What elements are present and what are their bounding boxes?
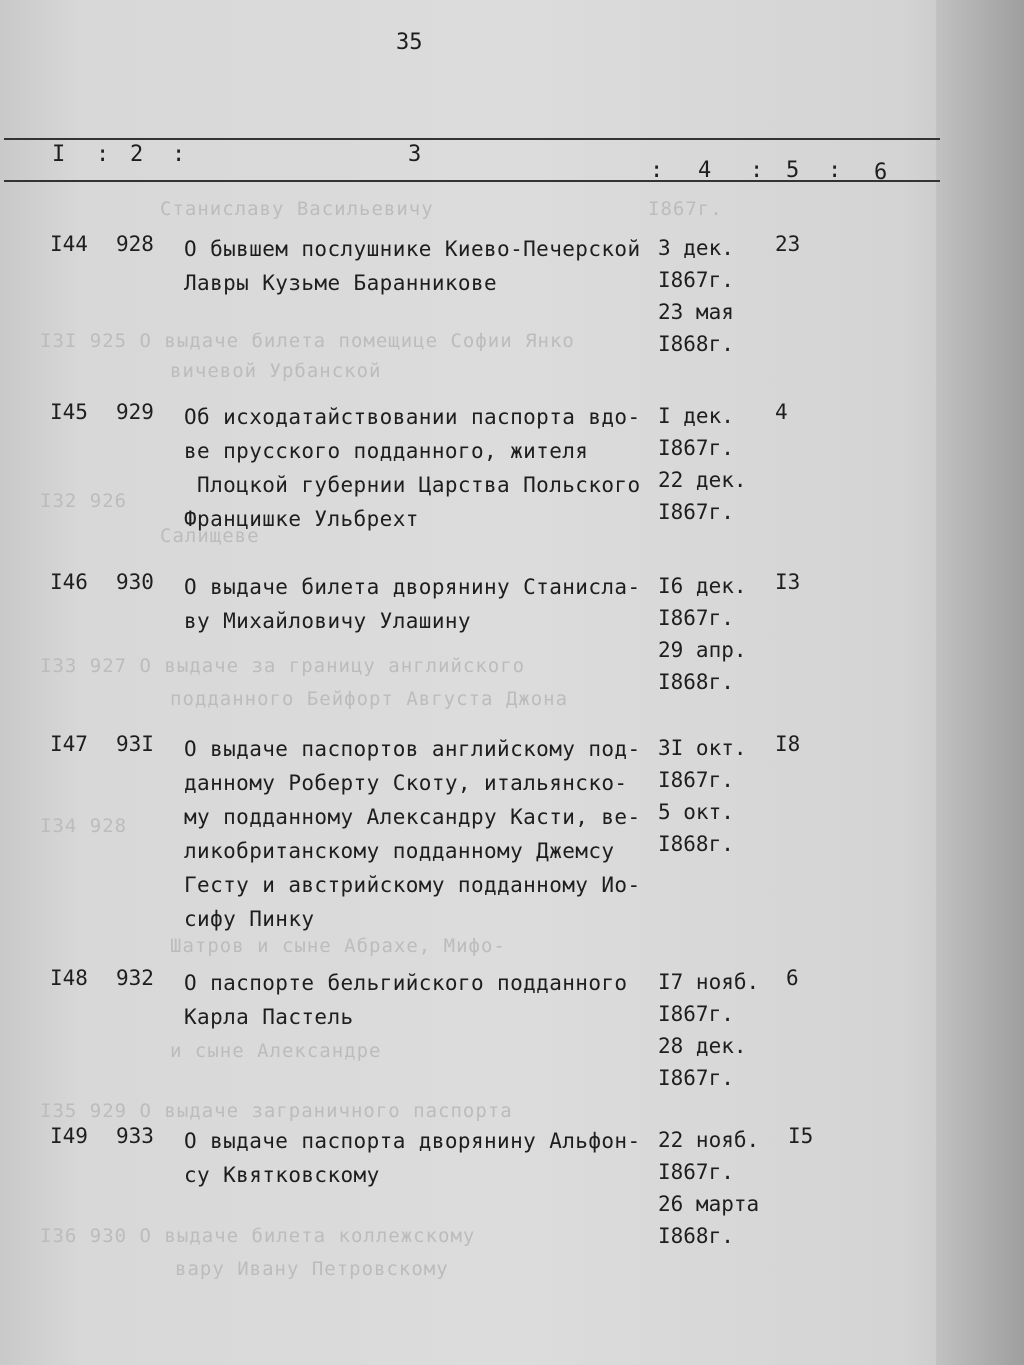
- entry-dates: [658, 232, 734, 360]
- file-number: 932: [116, 966, 154, 990]
- date-line: I868г.: [658, 332, 734, 356]
- entry-number: I49: [50, 1124, 88, 1148]
- column-header-2: 2: [130, 142, 144, 167]
- entry-number: I44: [50, 232, 88, 256]
- file-number: 928: [116, 232, 154, 256]
- page-number: 35: [396, 30, 423, 55]
- file-number: 929: [116, 400, 154, 424]
- title-line: данному Роберту Скоту, итальянско-: [184, 771, 628, 795]
- entry-title: [184, 1124, 641, 1192]
- date-line: I867г.: [658, 768, 734, 792]
- title-line: Об исходатайствовании паспорта вдо-: [184, 405, 641, 429]
- column-separator: :: [172, 142, 186, 167]
- date-line: I867г.: [658, 1160, 734, 1184]
- title-line: Гесту и австрийскому подданному Ио-: [184, 873, 641, 897]
- entry-title: [184, 732, 641, 936]
- sheet-count: 23: [775, 232, 801, 256]
- entry-title: [184, 966, 627, 1034]
- date-line: I867г.: [658, 606, 734, 630]
- file-number: 93I: [116, 732, 154, 756]
- sheet-count: I8: [775, 732, 801, 756]
- table-header-rule-bottom: [4, 180, 940, 182]
- entry-title: [184, 570, 641, 638]
- entry-number: I48: [50, 966, 88, 990]
- title-line: О выдаче паспорта дворянину Альфон-: [184, 1129, 641, 1153]
- date-line: I867г.: [658, 1066, 734, 1090]
- column-header-6: 6: [874, 160, 888, 185]
- bleed-through-text: I32 926: [40, 490, 128, 512]
- entry-number: I45: [50, 400, 88, 424]
- date-line: 3 дек.: [658, 236, 734, 260]
- date-line: 3I окт.: [658, 736, 747, 760]
- date-line: I868г.: [658, 832, 734, 856]
- sheet-count: 4: [775, 400, 788, 424]
- column-header-5: 5: [786, 158, 800, 183]
- bleed-through-text: I36 930 О выдаче билета коллежскому: [40, 1225, 476, 1247]
- date-line: I867г.: [658, 268, 734, 292]
- table-header-rule-top: [4, 138, 940, 140]
- entry-number: I46: [50, 570, 88, 594]
- title-line: О паспорте бельгийского подданного: [184, 971, 628, 995]
- column-header-1: I: [52, 142, 66, 167]
- page-edge-shadow: [936, 0, 1024, 1365]
- date-line: 23 мая: [658, 300, 734, 324]
- date-line: I7 нояб.: [658, 970, 760, 994]
- title-line: му подданному Александру Касти, ве-: [184, 805, 641, 829]
- bleed-through-text: Шатров и сыне Абрахе, Мифо-: [170, 935, 506, 957]
- entry-dates: [658, 732, 747, 860]
- bleed-through-text: Салищеве: [160, 525, 260, 547]
- date-line: 28 дек.: [658, 1034, 747, 1058]
- sheet-count: I5: [788, 1124, 814, 1148]
- date-line: 29 апр.: [658, 638, 747, 662]
- file-number: 933: [116, 1124, 154, 1148]
- date-line: I868г.: [658, 1224, 734, 1248]
- bleed-through-text: Станиславу Васильевичу: [160, 198, 434, 220]
- entry-title: [184, 232, 641, 300]
- sheet-count: I3: [775, 570, 801, 594]
- bleed-through-text: I33 927 О выдаче за границу английского: [40, 655, 526, 677]
- bleed-through-text: подданного Бейфорт Августа Джона: [170, 688, 569, 710]
- date-line: I867г.: [658, 500, 734, 524]
- title-line: О бывшем послушнике Киево-Печерской: [184, 237, 641, 261]
- date-line: 22 нояб.: [658, 1128, 760, 1152]
- column-separator: :: [828, 158, 842, 183]
- title-line: ву Михайловичу Улашину: [184, 609, 471, 633]
- date-line: I6 дек.: [658, 574, 747, 598]
- file-number: 930: [116, 570, 154, 594]
- column-separator: :: [96, 142, 110, 167]
- title-line: сифу Пинку: [184, 907, 315, 931]
- title-line: ве прусского подданного, жителя: [184, 439, 589, 463]
- column-header-4: 4: [698, 158, 712, 183]
- title-line: Карла Пастель: [184, 1005, 354, 1029]
- bleed-through-text: вару Ивану Петровскому: [175, 1258, 449, 1280]
- column-header-3: 3: [408, 142, 422, 167]
- date-line: I867г.: [658, 436, 734, 460]
- bleed-through-text: I34 928: [40, 815, 128, 837]
- bleed-through-text: I3I 925 О выдаче билета помещице Софии Янко: [40, 330, 575, 352]
- title-line: су Квятковскому: [184, 1163, 380, 1187]
- date-line: I868г.: [658, 670, 734, 694]
- bleed-through-text: и сыне Александре: [170, 1040, 382, 1062]
- date-line: 26 марта: [658, 1192, 760, 1216]
- date-line: I дек.: [658, 404, 734, 428]
- title-line: Лавры Кузьме Баранникове: [184, 271, 498, 295]
- title-line: Францишке Ульбрехт: [184, 507, 419, 531]
- bleed-through-text: I35 929 О выдаче заграничного паспорта: [40, 1100, 513, 1122]
- title-line: ликобританскому подданному Джемсу: [184, 839, 615, 863]
- date-line: 22 дек.: [658, 468, 747, 492]
- entry-number: I47: [50, 732, 88, 756]
- entry-dates: [658, 966, 759, 1094]
- title-line: О выдаче билета дворянину Станисла-: [184, 575, 641, 599]
- bleed-through-text: вичевой Урбанской: [170, 360, 382, 382]
- entry-dates: [658, 400, 747, 528]
- date-line: 5 окт.: [658, 800, 734, 824]
- entry-dates: [658, 570, 747, 698]
- title-line: О выдаче паспортов английскому под-: [184, 737, 641, 761]
- column-separator: :: [650, 158, 664, 183]
- entry-title: [184, 400, 641, 536]
- sheet-count: 6: [786, 966, 799, 990]
- date-line: I867г.: [658, 1002, 734, 1026]
- column-separator: :: [750, 158, 764, 183]
- bleed-through-text: I867г.: [648, 198, 723, 220]
- title-line: Плоцкой губернии Царства Польского: [184, 473, 641, 497]
- entry-dates: [658, 1124, 759, 1252]
